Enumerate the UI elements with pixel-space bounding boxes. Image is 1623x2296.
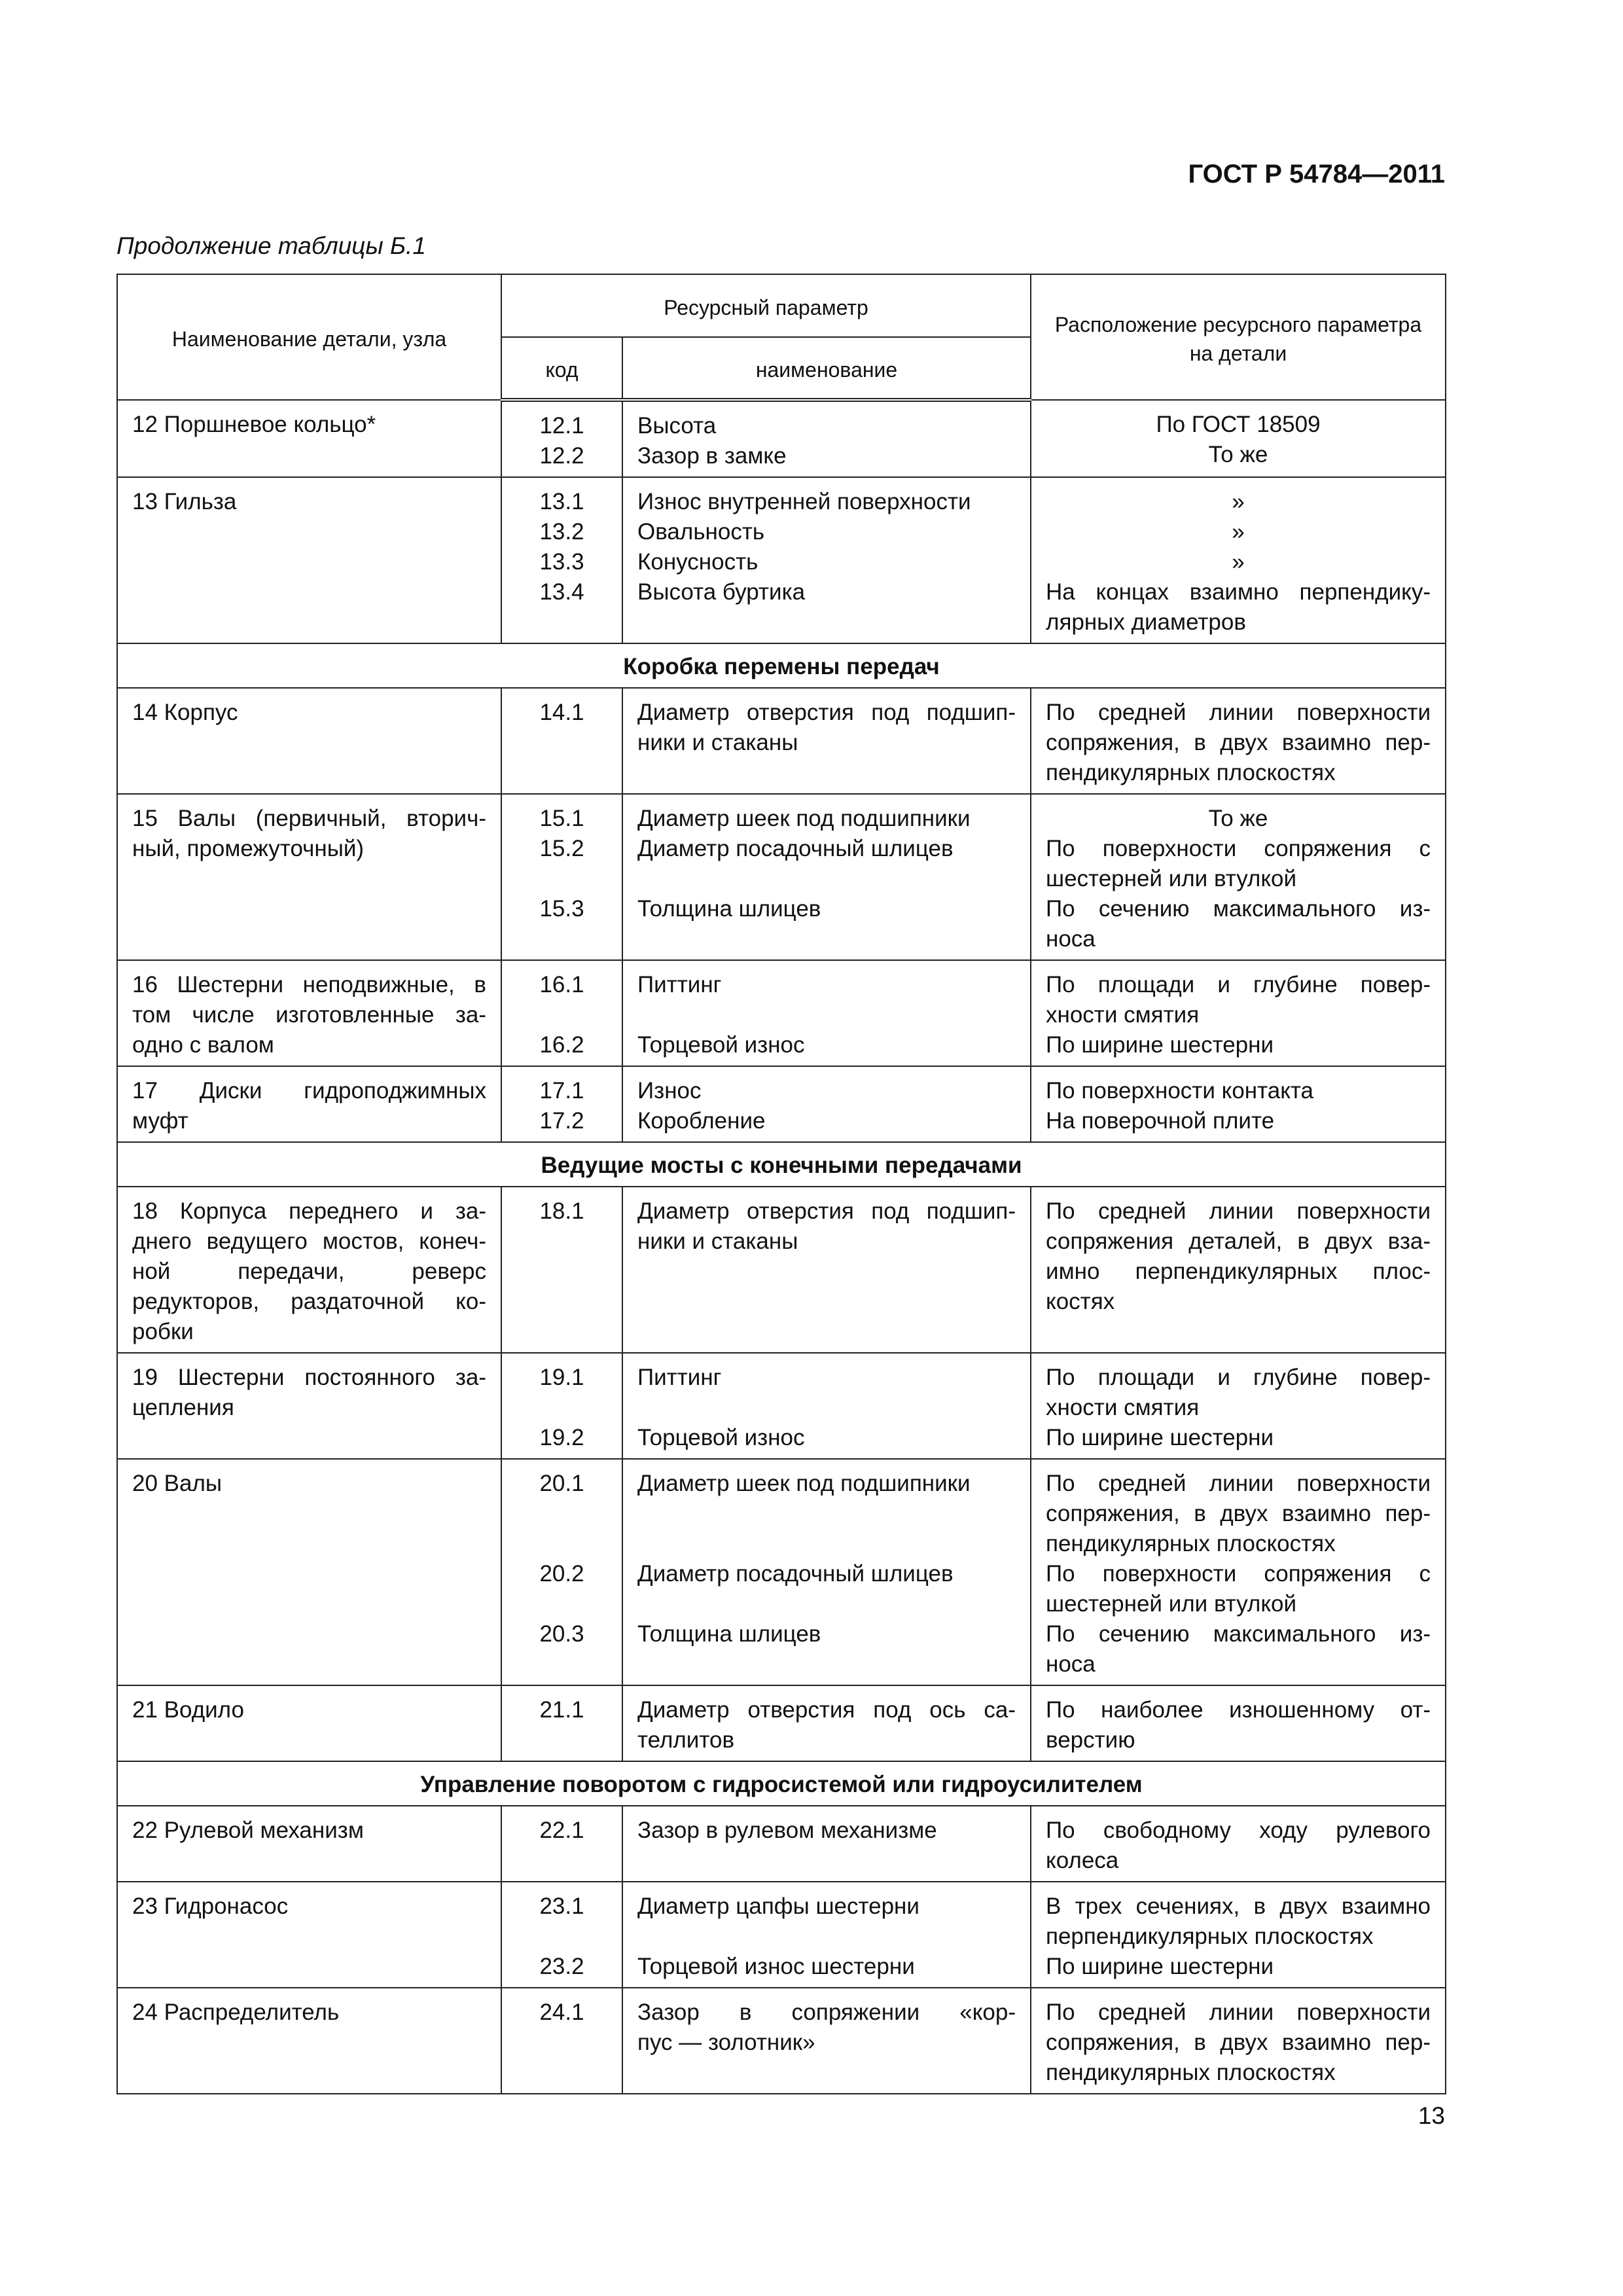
table-row [117,1988,1446,2094]
resource-parameters-table [116,274,1445,2094]
part-name-cell: 19 Шестерни постоянного за- цепления [117,1353,501,1459]
location-cell: В трех сечениях, в двух взаимно перпендикулярных плоскостях По ширине шестерни [1031,1882,1446,1988]
code-cell: 12.1 12.2 [501,400,622,477]
table-row [117,1685,1446,1761]
code-cell: 14.1 [501,688,622,794]
part-name-cell: 21 Водило [117,1685,501,1761]
header-resource-parameter: Ресурсный параметр [501,274,1031,337]
part-name-cell: 12 Поршневое кольцо* [117,400,501,477]
section-heading-steering: Управление поворотом с гидросистемой или гидроусилителем [117,1761,1446,1806]
code-cell: 20.1 20.2 20.3 [501,1459,622,1685]
parameter-cell: Питтинг Торцевой износ [622,960,1031,1066]
part-name-cell: 23 Гидронасос [117,1882,501,1988]
section-heading-gearbox: Коробка перемены передач [117,643,1446,688]
location-cell: По ГОСТ 18509 То же [1031,400,1446,477]
location-cell: По площади и глубине повер- хности смятия По ширине шестерни [1031,1353,1446,1459]
code-cell: 23.1 23.2 [501,1882,622,1988]
part-name-cell: 18 Корпуса переднего и за- днего ведущего мостов, конеч- ной передачи, реверс редукторов, раздаточной ко- робки [117,1187,501,1353]
section-heading-axles: Ведущие мосты с конечными передачами [117,1142,1446,1187]
location-cell: По площади и глубине повер- хности смятия По ширине шестерни [1031,960,1446,1066]
part-name-cell: 13 Гильза [117,477,501,643]
code-cell: 21.1 [501,1685,622,1761]
location-cell: По средней линии поверхности сопряжения, в двух взаимно пер- пендикулярных плоскостях [1031,688,1446,794]
page-number: 13 [1418,2102,1445,2129]
parameter-cell: Диаметр шеек под подшипники Диаметр посадочный шлицев Толщина шлицев [622,1459,1031,1685]
parameter-cell: Диаметр шеек под подшипники Диаметр посадочный шлицев Толщина шлицев [622,794,1031,960]
part-name-cell: 17 Диски гидроподжимных муфт [117,1066,501,1142]
parameter-cell: Диаметр цапфы шестерни Торцевой износ шестерни [622,1882,1031,1988]
table-row [117,1353,1446,1459]
header-code: код [501,337,622,400]
location-cell: По поверхности контакта На поверочной плите [1031,1066,1446,1142]
table-row [117,400,1446,477]
table-row [117,1187,1446,1353]
header-parameter-location: Расположение ресурсного параметра на детали [1031,274,1446,400]
parameter-cell: Диаметр отверстия под подшип- ники и стаканы [622,1187,1031,1353]
location-cell: По свободному ходу рулевого колеса [1031,1806,1446,1882]
parameter-cell: Зазор в рулевом механизме [622,1806,1031,1882]
location-cell: По средней линии поверхности сопряжения деталей, в двух вза- имно перпендикулярных плос- костях [1031,1187,1446,1353]
code-cell: 19.1 19.2 [501,1353,622,1459]
table-row [117,960,1446,1066]
location-cell: » » » На концах взаимно перпендику- лярных диаметров [1031,477,1446,643]
parameter-cell: Высота Зазор в замке [622,400,1031,477]
part-name-cell: 24 Распределитель [117,1988,501,2094]
code-cell: 24.1 [501,1988,622,2094]
table-row [117,1806,1446,1882]
table-row [117,1459,1446,1685]
part-name-cell: 16 Шестерни неподвижные, в том числе изготовленные за- одно с валом [117,960,501,1066]
document-code: ГОСТ Р 54784—2011 [1188,160,1445,188]
code-cell: 17.1 17.2 [501,1066,622,1142]
part-name-cell: 22 Рулевой механизм [117,1806,501,1882]
parameter-cell: Износ внутренней поверхности Овальность Конусность Высота буртика [622,477,1031,643]
parameter-cell: Диаметр отверстия под подшип- ники и стаканы [622,688,1031,794]
location-cell: По средней линии поверхности сопряжения, в двух взаимно пер- пендикулярных плоскостях [1031,1988,1446,2094]
location-cell: По средней линии поверхности сопряжения, в двух взаимно пер- пендикулярных плоскостях По поверхности сопряжения с шестерней или втулкой По сечению максимального из- носа [1031,1459,1446,1685]
header-parameter-name: наименование [622,337,1031,400]
part-name-cell: 20 Валы [117,1459,501,1685]
table-row [117,688,1446,794]
code-cell: 15.1 15.2 15.3 [501,794,622,960]
location-cell: То же По поверхности сопряжения с шестерней или втулкой По сечению максимального из- носа [1031,794,1446,960]
code-cell: 18.1 [501,1187,622,1353]
parameter-cell: Износ Коробление [622,1066,1031,1142]
table-row [117,794,1446,960]
code-cell: 13.1 13.2 13.3 13.4 [501,477,622,643]
part-name-cell: 14 Корпус [117,688,501,794]
table-row [117,1066,1446,1142]
part-name-cell: 15 Валы (первичный, вторич- ный, промежуточный) [117,794,501,960]
table-row [117,477,1446,643]
table-continuation-caption: Продолжение таблицы Б.1 [116,232,426,259]
header-part-name: Наименование детали, узла [117,274,501,400]
parameter-cell: Питтинг Торцевой износ [622,1353,1031,1459]
location-cell: По наиболее изношенному от- верстию [1031,1685,1446,1761]
parameter-cell: Диаметр отверстия под ось са- теллитов [622,1685,1031,1761]
parameter-cell: Зазор в сопряжении «кор- пус — золотник» [622,1988,1031,2094]
table-row [117,1882,1446,1988]
code-cell: 22.1 [501,1806,622,1882]
code-cell: 16.1 16.2 [501,960,622,1066]
